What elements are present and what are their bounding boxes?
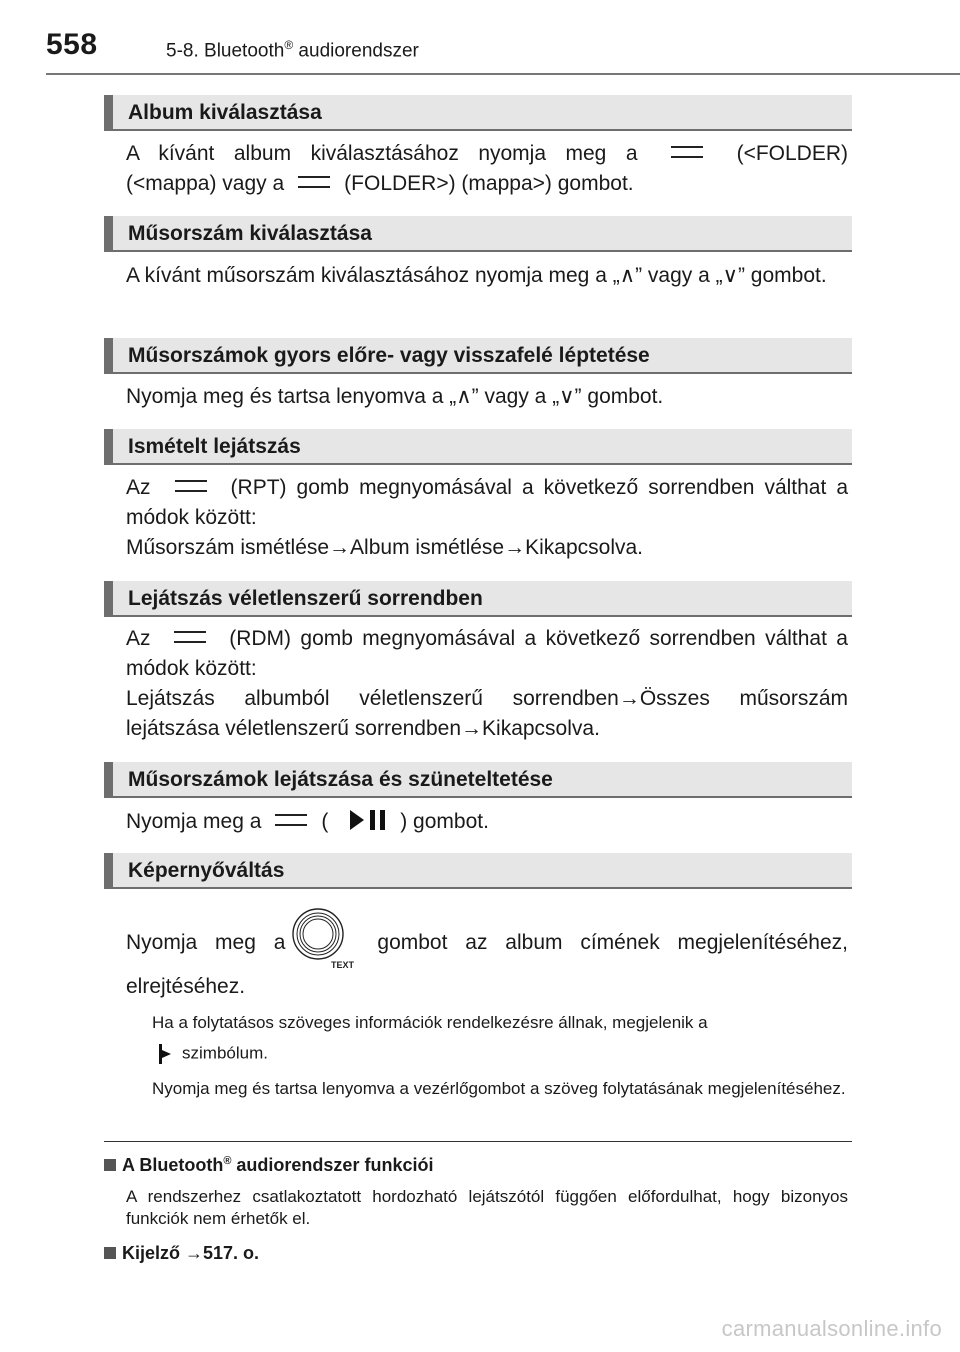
button-icon: [275, 814, 307, 826]
album-text: A kívánt album kiválasztásához nyomja meg a (<FOLDER) (<mappa) vagy a (FOLDER>) (mappa>) gombot.: [126, 142, 849, 195]
display-text-continued: elrejtéséhez.: [126, 975, 246, 998]
section-heading-album: Album kiválasztása: [104, 95, 852, 131]
button-icon: [175, 480, 207, 492]
chapter-title: 5-8. Bluetooth® audiorendszer: [166, 38, 419, 62]
play-pause-icon: [348, 808, 390, 832]
square-bullet-icon: [104, 1159, 116, 1171]
section-heading-random: Lejátszás véletlenszerű sorrendben: [104, 581, 852, 617]
random-text: Az (RDM) gomb megnyomásával a következő sorrendben válthat a módok között: Lejátszás albumból véletlenszerű sorrendben→Összes műsorszám lejátszása véletlenszerű sorrendben→Kikapcsolva.: [126, 627, 848, 740]
button-icon: [174, 631, 206, 643]
text-continue-icon: [156, 1042, 174, 1066]
section-heading-track: Műsorszám kiválasztása: [104, 216, 852, 252]
track-text: A kívánt műsorszám kiválasztásához nyomja meg a „∧” vagy a „∨” gombot.: [126, 264, 827, 287]
page-number: 558: [46, 28, 98, 61]
square-bullet-icon: [104, 1247, 116, 1259]
page-header: [0, 0, 960, 76]
section-heading-repeat: Ismételt lejátszás: [104, 429, 852, 465]
display-note-1: Ha a folytatásos szöveges információk rendelkezésre állnak, megjelenik a szimbólum.: [152, 1012, 848, 1066]
display-note-2: Nyomja meg és tartsa lenyomva a vezérlőgombot a szöveg folytatásának megjelenítéséhez.: [152, 1079, 846, 1098]
knob-label: TEXT: [331, 960, 355, 970]
button-icon: [298, 176, 330, 188]
watermark: carmanualsonline.info: [721, 1316, 942, 1341]
functions-note-text: A rendszerhez csatlakoztatott hordozható lejátszótól függően előfordulhat, hogy bizonyos funkciók nem érhetők el.: [126, 1187, 848, 1228]
section-heading-display: Képernyőváltás: [104, 853, 852, 889]
fast-text: Nyomja meg és tartsa lenyomva a „∧” vagy a „∨” gombot.: [126, 385, 664, 408]
repeat-text: Az (RPT) gomb megnyomásával a következő sorrendben válthat a módok között: Műsorszám ismétlése→Album ismétlése→Kikapcsolva.: [126, 476, 849, 559]
notes-separator: [104, 1141, 852, 1142]
tune-knob-icon: [288, 906, 360, 970]
functions-note-heading: A Bluetooth® audiorendszer funkciói: [104, 1155, 433, 1176]
header-rule: [46, 73, 960, 75]
section-heading-playpause: Műsorszámok lejátszása és szüneteltetése: [104, 762, 852, 798]
playpause-text: Nyomja meg a ( ) gombot.: [126, 810, 489, 833]
section-heading-fast: Műsorszámok gyors előre- vagy visszafelé léptetése: [104, 338, 852, 374]
button-icon: [671, 146, 703, 158]
display-text: Nyomja meg a gombot az album címének megjelenítéséhez,: [126, 931, 848, 954]
display-ref-heading: Kijelző →517. o.: [104, 1243, 259, 1264]
